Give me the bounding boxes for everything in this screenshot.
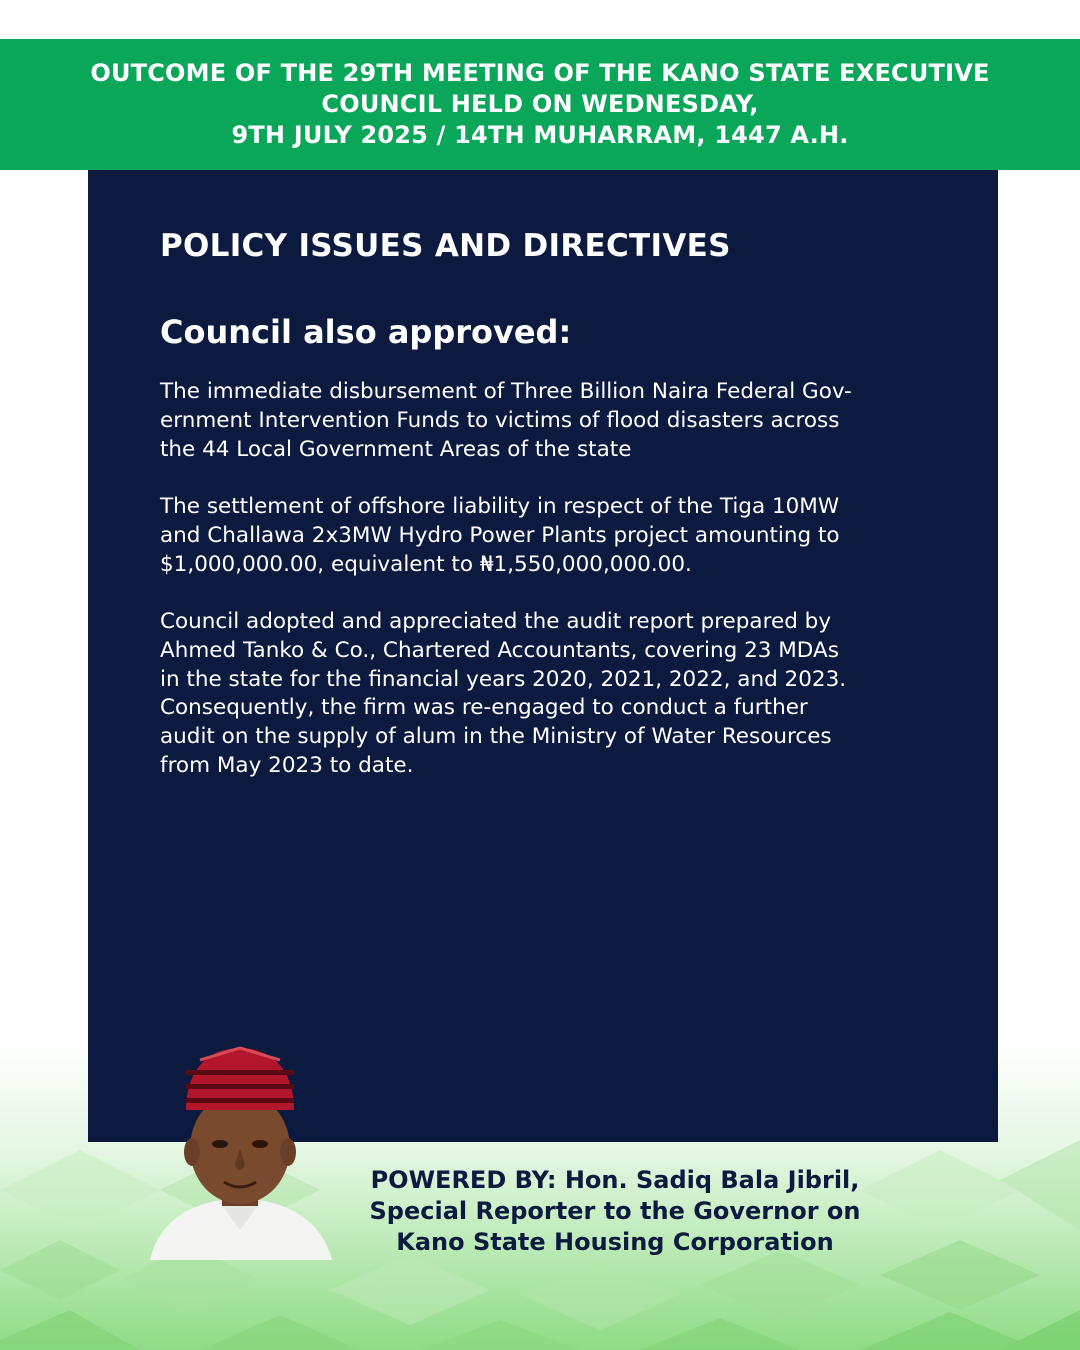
paragraph-line: and Challawa 2x3MW Hydro Power Plants project amounting to [160, 522, 840, 548]
paragraph-line: $1,000,000.00, equivalent to ₦1,550,000,000.00. [160, 551, 692, 577]
paragraph-line: from May 2023 to date. [160, 752, 414, 778]
header-title-line-3: 9TH JULY 2025 / 14TH MUHARRAM, 1447 A.H. [231, 121, 849, 149]
paragraph-line: Ahmed Tanko & Co., Chartered Accountants, covering 23 MDAs [160, 637, 839, 663]
paragraph-line: ernment Intervention Funds to victims of flood disasters across [160, 407, 840, 433]
credit-line-3: Kano State Housing Corporation [396, 1228, 834, 1256]
powered-by-credit [350, 1165, 880, 1258]
top-white-strip [0, 0, 1080, 39]
paragraph-line: audit on the supply of alum in the Ministry of Water Resources [160, 724, 832, 750]
paragraph-line: Consequently, the firm was re-engaged to conduct a further [160, 695, 808, 721]
credit-line-2: Special Reporter to the Governor on [369, 1197, 861, 1225]
directive-paragraph-flood-funds [160, 378, 950, 464]
header-title-line-2: COUNCIL HELD ON WEDNESDAY, [321, 90, 759, 118]
paragraph-line: The immediate disbursement of Three Billion Naira Federal Gov- [160, 379, 852, 404]
header-banner [0, 39, 1080, 170]
paragraph-line: The settlement of offshore liability in respect of the Tiga 10MW [160, 494, 840, 519]
directive-paragraph-audit-report [160, 608, 950, 781]
directive-paragraph-hydro-liability [160, 493, 950, 579]
credit-line-1: POWERED BY: Hon. Sadiq Bala Jibril, [370, 1166, 860, 1194]
header-title-line-1: OUTCOME OF THE 29TH MEETING OF THE KANO STATE EXECUTIVE [90, 59, 990, 87]
section-heading: POLICY ISSUES AND DIRECTIVES [160, 228, 731, 264]
sub-heading: Council also approved: [160, 313, 572, 351]
paragraph-line: in the state for the financial years 2020, 2021, 2022, and 2023. [160, 666, 847, 692]
paragraph-line: the 44 Local Government Areas of the state [160, 436, 632, 462]
paragraph-line: Council adopted and appreciated the audit report prepared by [160, 609, 832, 634]
main-content-panel [88, 170, 998, 1142]
governor-portrait-icon [140, 1040, 340, 1260]
